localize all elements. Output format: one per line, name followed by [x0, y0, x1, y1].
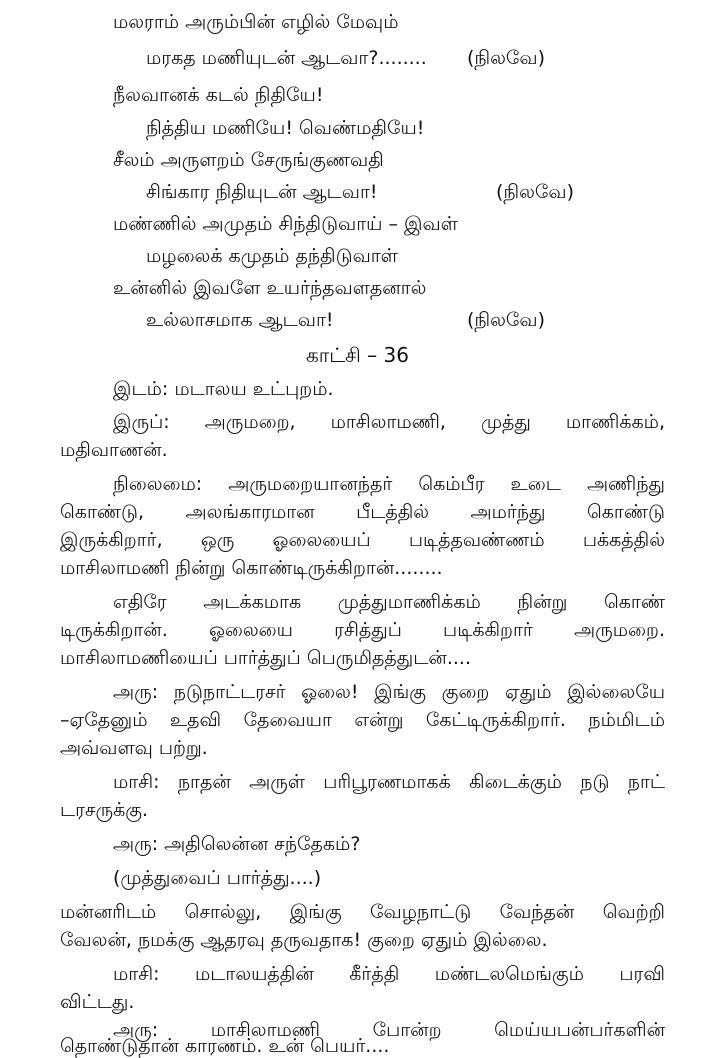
song-refrain-tag-3: (நிலவே) — [467, 309, 546, 331]
dialogue-aru-1-line-1: அரு: நடுநாட்டரசர் ஓலை! இங்கு குறை ஏதும் இல்லையே — [113, 681, 665, 703]
speech-line-2: வேலன், நமக்கு ஆதரவு தருவதாக! குறை ஏதும் இல்லை. — [60, 929, 548, 951]
song-line-2: மரகத மணியுடன் ஆடவா?........ — [146, 47, 427, 69]
para-line-3: மாசிலாமணியைப் பார்த்துப் பெருமிதத்துடன்.... — [60, 647, 471, 669]
song-line-3: நீலவானக் கடல் நிதியே! — [113, 84, 324, 106]
scene-present-line-2: மதிவாணன். — [60, 439, 168, 461]
song-line-8: மழலைக் கமுதம் தந்திடுவாள் — [146, 245, 398, 267]
song-line-4: நித்திய மணியே! வெண்மதியே! — [146, 117, 425, 139]
scene-state-line-3: இருக்கிறார், ஒரு ஓலையைப் படித்தவண்ணம் பக்கத்தில் — [60, 529, 665, 551]
song-refrain-tag-2: (நிலவே) — [496, 181, 575, 203]
dialogue-aru-3-line-2: தொண்டுதான் காரணம். உன் பெயர்.... — [60, 1035, 390, 1057]
dialogue-aru-2: அரு: அதிலென்ன சந்தேகம்? — [113, 833, 361, 855]
dialogue-masi-2-line-2: விட்டது. — [60, 991, 135, 1013]
dialogue-aru-1-line-3: அவ்வளவு பற்று. — [60, 737, 208, 759]
speech-line-1: மன்னரிடம் சொல்லு, இங்கு வேழநாட்டு வேந்தன் வெற்றி — [60, 901, 665, 923]
song-line-10: உல்லாசமாக ஆடவா! — [146, 309, 334, 331]
dialogue-masi-1-line-1: மாசி: நாதன் அருள் பரிபூரணமாகக் கிடைக்கும் நடு நாட் — [113, 771, 665, 793]
stage-direction: (முத்துவைப் பார்த்து....) — [113, 867, 322, 889]
scene-heading: காட்சி – 36 — [306, 343, 409, 367]
song-line-9: உன்னில் இவளே உயர்ந்தவளதனால் — [113, 277, 427, 299]
song-line-7: மண்ணில் அமுதம் சிந்திடுவாய் – இவள் — [113, 213, 458, 235]
song-line-6: சிங்கார நிதியுடன் ஆடவா! — [146, 181, 378, 203]
scene-state-line-2: கொண்டு, அலங்காரமான பீடத்தில் அமர்ந்து கொண்டு — [60, 501, 665, 523]
song-refrain-tag-1: (நிலவே) — [467, 47, 546, 69]
song-line-5: சீலம் அருளறம் சேருங்குணவதி — [113, 149, 384, 171]
scene-place: இடம்: மடாலய உட்புறம். — [113, 378, 334, 400]
song-line-1: மலராம் அரும்பின் எழில் மேவும் — [113, 11, 399, 33]
para-line-1: எதிரே அடக்கமாக முத்துமாணிக்கம் நின்று கொண் — [113, 591, 665, 613]
scene-state-line-4: மாசிலாமணி நின்று கொண்டிருக்கிறான்........ — [60, 557, 443, 579]
dialogue-masi-1-line-2: டரசருக்கு. — [60, 799, 149, 821]
scene-present-line-1: இருப்: அருமறை, மாசிலாமணி, முத்து மாணிக்கம், — [113, 411, 665, 433]
dialogue-aru-3-line-1: அரு: மாசிலாமணி போன்ற மெய்யபன்பர்களின் — [113, 1019, 665, 1041]
dialogue-aru-1-line-2: –ஏதேனும் உதவி தேவையா என்று கேட்டிருக்கிறார். நம்மிடம் — [60, 709, 665, 731]
dialogue-masi-2-line-1: மாசி: மடாலயத்தின் கீர்த்தி மண்டலமெங்கும் பரவி — [113, 963, 665, 985]
scene-state-line-1: நிலைமை: அருமறையானந்தர் கெம்பீர உடை அணிந்து — [113, 473, 665, 495]
para-line-2: டிருக்கிறான். ஓலையை ரசித்துப் படிக்கிறார் அருமறை. — [60, 619, 665, 641]
